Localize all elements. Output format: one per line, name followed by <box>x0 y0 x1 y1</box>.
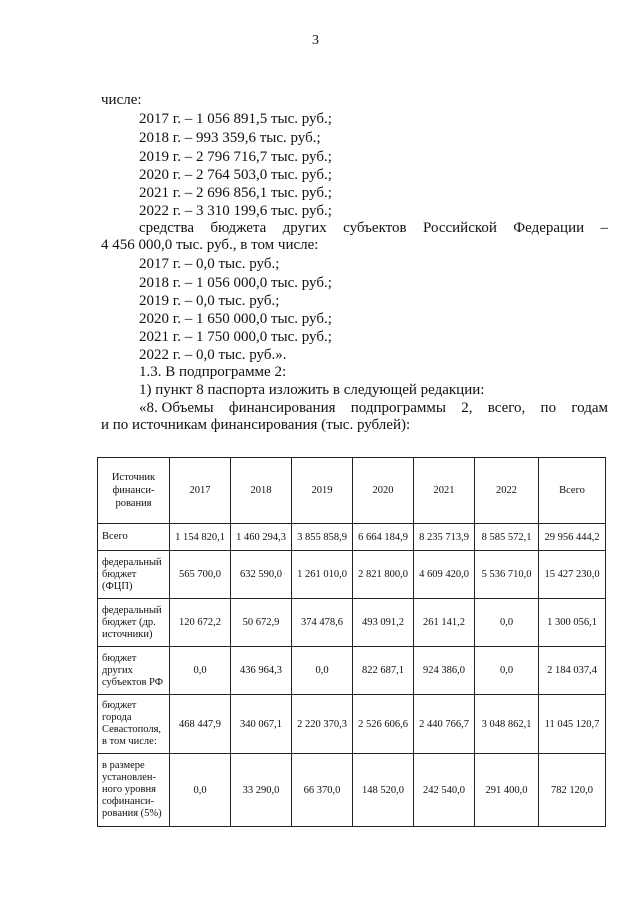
table-cell: 2 440 766,7 <box>414 695 475 754</box>
table-cell: 8 585 572,1 <box>475 524 539 551</box>
table-row <box>98 754 606 827</box>
page-number: 3 <box>312 33 319 48</box>
word: «8. Объемы <box>139 400 214 416</box>
text-line: 2017 г. – 1 056 891,5 тыс. руб.; <box>139 111 332 127</box>
column-header: 2017 <box>170 458 231 524</box>
column-header: 2020 <box>353 458 414 524</box>
table-cell: 340 067,1 <box>231 695 292 754</box>
row-label: Всего <box>98 524 170 551</box>
table-cell: 0,0 <box>475 599 539 647</box>
column-header: 2022 <box>475 458 539 524</box>
row-label: в размере установлен-ного уровня софинанси-рования (5%) <box>98 754 170 827</box>
table-cell: 6 664 184,9 <box>353 524 414 551</box>
word: финансирования <box>228 400 336 416</box>
word: всего, <box>487 400 526 416</box>
row-label: федеральный бюджет (ФЦП) <box>98 551 170 599</box>
table-cell: 11 045 120,7 <box>539 695 606 754</box>
text-line: и по источникам финансирования (тыс. рублей): <box>101 417 411 433</box>
table-cell: 242 540,0 <box>414 754 475 827</box>
column-header: Источник финанси-рования <box>98 458 170 524</box>
word: по <box>540 400 557 416</box>
text-line: 2019 г. – 0,0 тыс. руб.; <box>139 293 280 309</box>
table-cell: 924 386,0 <box>414 647 475 695</box>
table-cell: 4 609 420,0 <box>414 551 475 599</box>
table-cell: 8 235 713,9 <box>414 524 475 551</box>
table-cell: 565 700,0 <box>170 551 231 599</box>
table-cell: 468 447,9 <box>170 695 231 754</box>
table-cell: 2 184 037,4 <box>539 647 606 695</box>
table-row <box>98 647 606 695</box>
table-cell: 2 526 606,6 <box>353 695 414 754</box>
table-cell: 5 536 710,0 <box>475 551 539 599</box>
word: других <box>282 220 327 236</box>
table-cell: 0,0 <box>475 647 539 695</box>
word: годам <box>571 400 608 416</box>
column-header: 2018 <box>231 458 292 524</box>
table-cell: 29 956 444,2 <box>539 524 606 551</box>
table-cell: 2 821 800,0 <box>353 551 414 599</box>
text-line: 1) пункт 8 паспорта изложить в следующей редакции: <box>139 382 485 398</box>
table-row <box>98 599 606 647</box>
column-header: 2021 <box>414 458 475 524</box>
table-cell: 148 520,0 <box>353 754 414 827</box>
word: Российской <box>422 220 497 236</box>
table-cell: 3 855 858,9 <box>292 524 353 551</box>
table-cell: 261 141,2 <box>414 599 475 647</box>
text-line: 2017 г. – 0,0 тыс. руб.; <box>139 256 280 272</box>
table-row <box>98 524 606 551</box>
table-cell: 822 687,1 <box>353 647 414 695</box>
word: – <box>600 220 608 236</box>
table-cell: 1 300 056,1 <box>539 599 606 647</box>
table-cell: 50 672,9 <box>231 599 292 647</box>
table-cell: 1 154 820,1 <box>170 524 231 551</box>
financing-table <box>97 457 606 827</box>
table-cell: 0,0 <box>170 754 231 827</box>
table-cell: 2 220 370,3 <box>292 695 353 754</box>
table-cell: 374 478,6 <box>292 599 353 647</box>
text-line: 2018 г. – 993 359,6 тыс. руб.; <box>139 130 321 146</box>
text-line: 4 456 000,0 тыс. руб., в том числе: <box>101 237 319 253</box>
text-line: 2019 г. – 2 796 716,7 тыс. руб.; <box>139 149 332 165</box>
word: подпрограммы <box>350 400 446 416</box>
text-line: 2022 г. – 0,0 тыс. руб.». <box>139 347 287 363</box>
text-line: 2020 г. – 1 650 000,0 тыс. руб.; <box>139 311 332 327</box>
column-header: Всего <box>539 458 606 524</box>
word: 2, <box>461 400 473 416</box>
table-cell: 493 091,2 <box>353 599 414 647</box>
table-row <box>98 551 606 599</box>
text-line: 1.3. В подпрограмме 2: <box>139 364 287 380</box>
word: средства <box>139 220 195 236</box>
table-cell: 15 427 230,0 <box>539 551 606 599</box>
table-cell: 0,0 <box>170 647 231 695</box>
row-label: федеральный бюджет (др. источники) <box>98 599 170 647</box>
text-line: 2021 г. – 2 696 856,1 тыс. руб.; <box>139 185 332 201</box>
text-line: 2022 г. – 3 310 199,6 тыс. руб.; <box>139 203 332 219</box>
text-line: числе: <box>101 92 142 108</box>
table-cell: 120 672,2 <box>170 599 231 647</box>
table-cell: 66 370,0 <box>292 754 353 827</box>
text-line: 2018 г. – 1 056 000,0 тыс. руб.; <box>139 275 332 291</box>
table-header-row <box>98 458 606 524</box>
table-cell: 436 964,3 <box>231 647 292 695</box>
table-cell: 782 120,0 <box>539 754 606 827</box>
table-cell: 291 400,0 <box>475 754 539 827</box>
table-cell: 1 460 294,3 <box>231 524 292 551</box>
text-line: 2020 г. – 2 764 503,0 тыс. руб.; <box>139 167 332 183</box>
table-cell: 0,0 <box>292 647 353 695</box>
row-label: бюджет города Севастополя, в том числе: <box>98 695 170 754</box>
word: бюджета <box>210 220 267 236</box>
table-cell: 632 590,0 <box>231 551 292 599</box>
table-cell: 1 261 010,0 <box>292 551 353 599</box>
word: субъектов <box>343 220 407 236</box>
text-line-justified <box>139 399 608 417</box>
text-line-justified <box>139 219 608 237</box>
table-cell: 33 290,0 <box>231 754 292 827</box>
table-row <box>98 695 606 754</box>
row-label: бюджет других субъектов РФ <box>98 647 170 695</box>
table-cell: 3 048 862,1 <box>475 695 539 754</box>
text-line: 2021 г. – 1 750 000,0 тыс. руб.; <box>139 329 332 345</box>
word: Федерации <box>513 220 585 236</box>
column-header: 2019 <box>292 458 353 524</box>
